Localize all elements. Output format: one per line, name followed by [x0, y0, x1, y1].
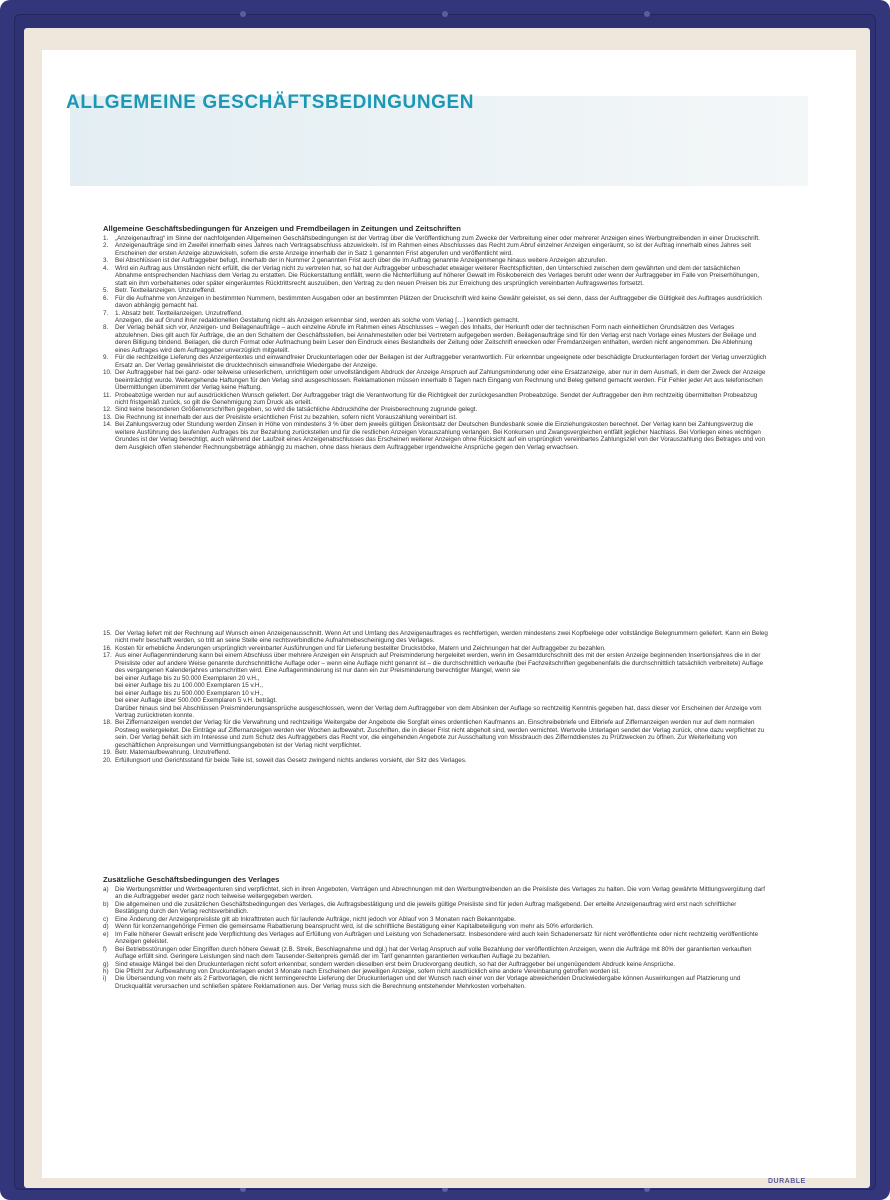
clause-text: Darüber hinaus sind bei Abschlüssen Preisminderungsansprüche ausgeschlossen, wenn der Verlag dem Auftraggeber von dem Absinken der Auflage so rechtzeitig Kenntnis gegeben hat, dass dieser vor Erscheinen der Anzeige vom Vertrag zurücktreten konnte.: [115, 704, 762, 719]
clause-number: [103, 317, 115, 324]
clause-number: [103, 697, 115, 704]
clause: [103, 265, 768, 287]
clause-text: Wenn für konzernangehörige Firmen die gemeinsame Rabattierung beansprucht wird, ist die schriftliche Bestätigung einer Kapitalbeteiligung von mehr als 50% erforderlich.: [115, 923, 594, 931]
clause-number: g): [103, 960, 109, 968]
clause-number: h): [103, 967, 109, 975]
clause: [103, 287, 768, 294]
section-general-terms-continued: [103, 630, 768, 764]
clause: [103, 682, 768, 689]
clause-number: 19.: [103, 749, 112, 757]
clause-text: Bei Abschlüssen ist der Auftraggeber befugt, innerhalb der in Nummer 2 genannten Frist auch über die im Auftrag genannte Anzeigenmenge hinaus weitere Anzeigen abzurufen.: [115, 257, 608, 265]
clause-number: 4.: [103, 264, 109, 272]
clause: [103, 975, 768, 990]
clause: [103, 310, 768, 317]
section-general-terms: [103, 235, 768, 451]
clause-number: a): [103, 886, 109, 893]
clause-number: b): [103, 900, 109, 908]
clause-number: 10.: [103, 369, 112, 377]
clause: [103, 719, 768, 749]
clause-text: Aus einer Auflagenminderung kann bei einem Abschluss über mehrere Anzeigen ein Anspruch auf Preisminderung hergeleitet werden, wenn im Gesamtdurchschnitt des mit der ersten Anzeige beginnenden Insertionsjahres die in der Preisliste oder auf andere Weise genannte durchschnittliche Auflage oder – wenn eine Auflage nicht genannt ist – die durchschnittlich verkaufte (bei Fachzeitschriften gegebenenfalls die durchschnittlich tatsächlich verbreitete) Auflage des vergangenen Kalenderjahres unterschritten wird. Eine Auflagenminderung ist nur dann ein zur Preisminderung berechtigter Mangel, wenn sie: [115, 652, 764, 675]
clause-text: „Anzeigenauftrag“ im Sinne der nachfolgenden Allgemeinen Geschäftsbedingungen ist der Vertrag über die Veröffentlichung zum Zwecke der Verbreitung einer oder mehrerer Anzeigen eines Werbungtreibenden in einer Druckschrift.: [115, 235, 760, 242]
clause-number: [103, 705, 115, 720]
clause-text: Betr. Maternaufbewahrung. Unzutreffend.: [115, 749, 231, 757]
section-additional-terms: [103, 886, 768, 990]
clause-text: Kosten für erhebliche Änderungen ursprünglich vereinbarter Ausführungen und für Lieferung bestellter Druckstöcke, Matern und Zeichnungen hat der Auftraggeber zu bezahlen.: [115, 644, 606, 652]
clause: [103, 916, 768, 923]
clause: [103, 392, 768, 407]
clause: [103, 406, 768, 413]
clause-number: 1.: [103, 235, 109, 242]
clause-text: bei einer Auflage bis zu 500.000 Exemplaren 10 v.H.,: [115, 689, 263, 697]
clause-number: 14.: [103, 421, 112, 429]
clause-number: [103, 690, 115, 697]
clause-text: 1. Absatz betr. Textteilanzeigen. Unzutreffend.: [115, 309, 243, 317]
clause-number: e): [103, 930, 109, 938]
clause-number: 8.: [103, 324, 109, 332]
clause: [103, 697, 768, 704]
clause-text: bei einer Auflage bis zu 50.000 Exemplaren 20 v.H.,: [115, 674, 260, 682]
rivet: [240, 11, 246, 17]
clause-text: Bei Ziffernanzeigen wendet der Verlag für die Verwahrung und rechtzeitige Weitergabe der Angebote die Sorgfalt eines ordentlichen Kaufmanns an. Einschreibebriefe und Eilbriefe auf Ziffernanzeigen werden nur auf dem normalen Postweg weitergeleitet. Die Einträge auf Ziffernanzeigen werden vier Wochen aufbewahrt. Zuschriften, die in dieser Frist nicht abgeholt sind, werden vernichtet. Wertvolle Unterlagen sendet der Verlag zurück, ohne dazu verpflichtet zu sein. Der Verlag behält sich im Interesse und zum Schutz des Auftraggebers das Recht vor, die eingehenden Angebote zur Ausschaltung von Missbrauch des Ziffernddienstes zu Prüfzwecken zu öffnen. Zur Weiterleitung von geschäftlichen Anpreisungen und Vermittlungsangeboten ist der Verlag nicht verpflichtet.: [115, 719, 765, 749]
clause: [103, 242, 768, 257]
section-heading-additional: Zusätzliche Geschäftsbedingungen des Verlages: [103, 875, 280, 884]
clause-text: Betr. Textteilanzeigen. Unzutreffend.: [115, 287, 216, 295]
clause-number: 16.: [103, 644, 112, 652]
clause-text: Eine Änderung der Anzeigenpreisliste gilt ab Inkrafttreten auch für laufende Aufträge, nicht jedoch vor Ablauf von 3 Monaten nach Bekanntgabe.: [115, 915, 516, 923]
clause-number: [103, 675, 115, 682]
clause: [103, 354, 768, 369]
clause-text: bei einer Auflage über 500.000 Exemplaren 5 v.H. beträgt.: [115, 697, 277, 705]
clause-text: Die Rechnung ist innerhalb der aus der Preisliste ersichtlichen Frist zu bezahlen, sofern nicht Vorauszahlung vereinbart ist.: [115, 413, 457, 421]
clause-number: d): [103, 923, 109, 931]
clause: [103, 414, 768, 421]
clause-text: Bei Betriebsstörungen oder Eingriffen durch höhere Gewalt (z.B. Streik, Beschlagnahme und dgl.) hat der Verlag Anspruch auf volle Bezahlung der veröffentlichten Anzeigen, wenn die Aufträge mit 80% der garantierten verkauften Auflage erfüllt sind. Geringere Leistungen sind nach dem Tausender-Seitenpreis gemäß der im Tarif genannten garantierten verkauften Auflage zu bezahlen.: [115, 945, 752, 961]
clause-number: [103, 682, 115, 689]
clause-text: Sind keine besonderen Größenvorschriften gegeben, so wird die tatsächliche Abdruckhöhe der Preisberechnung zugrunde gelegt.: [115, 406, 478, 414]
clause-text: Die Pflicht zur Aufbewahrung von Druckunterlagen endet 3 Monate nach Erscheinen der jeweiligen Anzeige, sofern nicht ausdrücklich eine andere Vereinbarung getroffen worden ist.: [115, 967, 620, 975]
rivet: [644, 11, 650, 17]
clause: [103, 324, 768, 354]
clause-text: Im Falle höherer Gewalt erlischt jede Verpflichtung des Verlages auf Erfüllung von Aufträgen und Leistung von Schadenersatz. Insbesondere wird auch kein Schadenersatz für nicht veröffentlichte oder nicht rechtzeitig veröffentlichte Anzeigen geleistet.: [115, 930, 759, 946]
clause: [103, 675, 768, 682]
clause-text: bei einer Auflage bis zu 100.000 Exemplaren 15 v.H.,: [115, 682, 263, 690]
clause-text: Die allgemeinen und die zusätzlichen Geschäftsbedingungen des Verlages, die Auftragsbestätigung und die jeweils gültige Preisliste sind für jeden Auftrag maßgebend. Der erteilte Anzeigenauftrag wird erst nach schriftlicher Bestätigung durch den Verlag rechtsverbindlich.: [115, 900, 737, 916]
clause-text: Sind etwaige Mängel bei den Druckunterlagen nicht sofort erkennbar, sondern werden dieselben erst beim Druckvorgang deutlich, so hat der Auftraggeber bei ungenügendem Abdruck keine Ansprüche.: [115, 960, 676, 968]
clause: [103, 257, 768, 264]
clause: [103, 961, 768, 968]
clause-number: f): [103, 945, 107, 953]
clause-number: 3.: [103, 257, 109, 265]
clause-text: Anzeigen, die auf Grund ihrer redaktionellen Gestaltung nicht als Anzeigen erkennbar sind, werden als solche vom Verlag […] kenntlich gemacht.: [115, 316, 520, 324]
clause-number: 11.: [103, 391, 112, 399]
clause-text: Erfüllungsort und Gerichtsstand für beide Teile ist, soweit das Gesetz zwingend nichts anderes vorsieht, der Sitz des Verlages.: [115, 756, 467, 764]
clause-text: Die Übersendung von mehr als 2 Farbvorlagen, die nicht termingerechte Lieferung der Druckunterlagen und der Wunsch nach einer von der Vorlage abweichenden Druckwiedergabe können Auswirkungen auf Platzierung und Druckqualität verursachen und schließen spätere Reklamationen aus. Der Verlag muss sich die Berechnung entstehender Mehrkosten vorbehalten.: [115, 975, 741, 990]
clause-text: Für die Aufnahme von Anzeigen in bestimmten Nummern, bestimmten Ausgaben oder an bestimmten Plätzen der Druckschrift wird keine Gewähr geleistet, es sei denn, dass der Auftraggeber die Gültigkeit des Auftrages ausdrücklich davon abhängig gemacht hat.: [115, 294, 762, 310]
clause-number: c): [103, 915, 109, 923]
clause: [103, 652, 768, 674]
section-heading-general: Allgemeine Geschäftsbedingungen für Anzeigen und Fremdbeilagen in Zeitungen und Zeitschriften: [103, 224, 461, 233]
clause-number: 18.: [103, 719, 112, 727]
clause: [103, 630, 768, 645]
clause: [103, 317, 768, 324]
clause: [103, 690, 768, 697]
clause: [103, 295, 768, 310]
clause: [103, 749, 768, 756]
brand-logo: DURABLE: [768, 1178, 806, 1185]
clause: [103, 931, 768, 946]
clause-number: 2.: [103, 242, 109, 250]
clause-number: 17.: [103, 652, 112, 660]
clause-text: Anzeigenaufträge sind im Zweifel innerhalb eines Jahres nach Vertragsabschluss abzuwickeln. Ist im Rahmen eines Abschlusses das Recht zum Abruf einzelner Anzeigen eingeräumt, so ist der Auftrag innerhalb eines Jahres seit Erscheinen der ersten Anzeige abzuwickeln, sofern die erste Anzeige innerhalb der in Satz 1 genannten Frist abgerufen und veröffentlicht wird.: [115, 242, 751, 257]
clause-text: Der Verlag behält sich vor, Anzeigen- und Beilagenaufträge – auch einzelne Abrufe im Rahmen eines Abschlusses – wegen des Inhalts, der Herkunft oder der technischen Form nach einheitlichen Grundsätzen des Verlages abzulehnen. Dies gilt auch für Aufträge, die an den Schaltern der Geschäftsstellen, bei Annahmestellen oder bei Vertretern aufgegeben werden. Beilagenaufträge sind für den Verlag erst nach Vorlage eines Musters der Beilage und deren Billigung bindend. Beilagen, die durch Format oder Aufmachung beim Leser den Eindruck eines Bestandteils der Zeitung oder Zeitschrift erwecken oder Fremdanzeigen enthalten, werden nicht angenommen. Die Ablehnung eines Auftrages wird dem Auftraggeber unverzüglich mitgeteilt.: [115, 324, 757, 354]
clause-number: 13.: [103, 413, 112, 421]
page-title: ALLGEMEINE GESCHÄFTSBEDINGUNGEN: [66, 92, 475, 113]
clause-text: Wird ein Auftrag aus Umständen nicht erfüllt, die der Verlag nicht zu vertreten hat, so hat der Auftraggeber unbeschadet etwaiger weiterer Rechtspflichten, den Unterschied zwischen dem gewährten und dem der tatsächlichen Abnahme entsprechenden Nachlass dem Verlag zu erstatten. Die Rückerstattung entfällt, wenn die Nichterfüllung auf höherer Gewalt im Risikobereich des Verlages beruht oder wenn der Auftraggeber im Falle von Preiserhöhungen, statt ein ihm vorbehaltenes oder später eingeräumtes Rücktrittsrecht auszuüben, den Vertrag zu den neuen Preisen bis zur Erreichung des ursprünglich vereinbarten Auftragswertes fortsetzt.: [115, 264, 760, 287]
clause: [103, 421, 768, 451]
clause: [103, 901, 768, 916]
clause-text: Der Auftraggeber hat bei ganz- oder teilweise unleserlichem, unrichtigem oder unvollständigem Abdruck der Anzeige Anspruch auf Zahlungsminderung oder eine Ersatzanzeige, aber nur in dem Ausmaß, in dem der Zweck der Anzeige beeinträchtigt wurde. Weitergehende Haftungen für den Verlag sind ausgeschlossen. Reklamationen müssen innerhalb 8 Tagen nach Eingang von Rechnung und Beleg geltend gemacht werden. Für Fehler jeder Art aus telefonischen Übermittlungen übernimmt der Verlag keine Haftung.: [115, 369, 766, 392]
clause-text: Die Werbungsmittler und Werbeagenturen sind verpflichtet, sich in ihren Angeboten, Verträgen und Abrechnungen mit den Werbungtreibenden an die Preisliste des Verlages zu halten. Die vom Verlag gewährte Mittlungsvergütung darf an die Auftraggeber weder ganz noch teilweise weitergegeben werden.: [115, 886, 766, 901]
clause-number: 12.: [103, 406, 112, 414]
clause-text: Bei Zahlungsverzug oder Stundung werden Zinsen in Höhe von mindestens 3 % über dem jeweils gültigen Diskontsatz der Deutschen Bundesbank sowie die Einziehungskosten berechnet. Der Verlag kann bei Zahlungsverzug die weitere Ausführung des laufenden Auftrages bis zur Bezahlung zurückstellen und für die restlichen Anzeigen Vorauszahlung verlangen. Bei Konkursen und Zwangsvergleichen entfällt jeglicher Nachlass. Bei Vorliegen eines wichtigen Grundes ist der Verlag berechtigt, auch während der Laufzeit eines Anzeigenabschlusses das Erscheinen weiterer Anzeigen ohne Rücksicht auf ein ursprünglich vereinbartes Zahlungsziel von der Vorauszahlung des Betrages und von dem Ausgleich offen stehender Rechnungsbeträge abhängig zu machen, ohne dass hieraus dem Auftraggeber irgendwelche Ansprüche gegen den Verlag erwachsen.: [115, 421, 766, 451]
clause: [103, 705, 768, 720]
clause-text: Für die rechtzeitige Lieferung des Anzeigentextes und einwandfreier Druckunterlagen oder der Beilagen ist der Auftraggeber verantwortlich. Für erkennbar ungeeignete oder beschädigte Druckunterlagen fordert der Verlag unverzüglich Ersatz an. Der Verlag gewährleistet die drucktechnisch einwandfreie Wiedergabe der Anzeige.: [115, 354, 767, 369]
clause-text: Der Verlag liefert mit der Rechnung auf Wunsch einen Anzeigenausschnitt. Wenn Art und Umfang des Anzeigenauftrages es rechtfertigen, werden mindestens zwei Kopfbelege oder vollständige Belegnummern geliefert. Kann ein Beleg nicht mehr beschafft werden, so tritt an seine Stelle eine rechtsverbindliche Aufnahmebescheinigung des Verlages.: [115, 630, 768, 645]
rivet: [442, 11, 448, 17]
clause-number: 15.: [103, 630, 112, 637]
clause: [103, 235, 768, 242]
clause: [103, 946, 768, 961]
document-page: [42, 50, 856, 1178]
clause-number: 9.: [103, 354, 109, 362]
clause-number: 6.: [103, 294, 109, 302]
clause: [103, 886, 768, 901]
clause-number: 5.: [103, 287, 109, 295]
clause: [103, 369, 768, 391]
clause-number: i): [103, 975, 107, 983]
clause: [103, 757, 768, 764]
clause-number: 20.: [103, 756, 112, 764]
clause-number: 7.: [103, 309, 109, 317]
clause: [103, 923, 768, 930]
clause-text: Probeabzüge werden nur auf ausdrücklichen Wunsch geliefert. Der Auftraggeber trägt die Verantwortung für die Richtigkeit der zurückgesandten Probeabzüge. Sendet der Auftraggeber den ihm rechtzeitig übermittelten Probeabzug nicht fristgemäß zurück, so gilt die Genehmigung zum Druck als erteilt.: [115, 391, 758, 406]
clause: [103, 645, 768, 652]
